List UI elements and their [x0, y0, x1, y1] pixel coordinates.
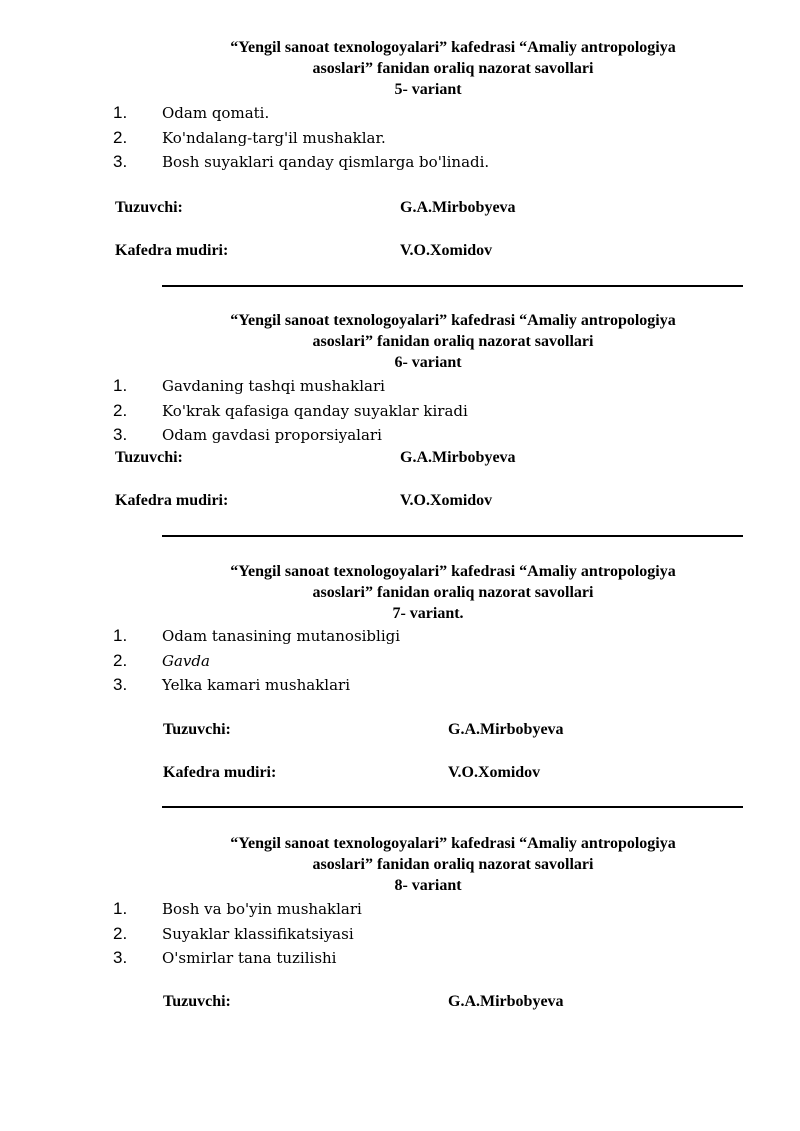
item-number: 1. — [113, 376, 128, 396]
list-item — [113, 922, 362, 947]
list-item — [113, 649, 400, 674]
variant-7-header — [0, 561, 800, 624]
item-text: Suyaklar klassifikatsiyasi — [162, 924, 354, 943]
item-number: 2. — [113, 923, 128, 943]
head-label: Kafedra mudiri: — [115, 492, 229, 509]
list-item — [113, 624, 400, 649]
item-text: Bosh va bo'yin mushaklari — [162, 900, 362, 919]
question-list — [113, 374, 468, 448]
item-number: 3. — [113, 152, 128, 172]
header-line-2: asoslari” fanidan oraliq nazorat savollari — [312, 584, 594, 601]
compiler-name: G.A.Mirbobyeva — [400, 199, 516, 216]
head-name: V.O.Xomidov — [400, 492, 493, 509]
head-name: V.O.Xomidov — [400, 242, 493, 259]
item-number: 2. — [113, 400, 128, 420]
question-list — [113, 624, 400, 698]
item-text: Gavda — [162, 651, 210, 670]
compiler-name: G.A.Mirbobyeva — [400, 449, 516, 466]
variant-title: 7- variant. — [392, 605, 464, 622]
list-item — [113, 673, 400, 698]
variant-title: 8- variant — [394, 877, 462, 894]
item-text: Odam gavdasi proporsiyalari — [162, 426, 382, 445]
list-item — [113, 423, 468, 448]
header-line-1: “Yengil sanoat texnologoyalari” kafedrasi “Amaliy antropologiya — [230, 835, 676, 852]
head-label: Kafedra mudiri: — [163, 764, 277, 781]
item-text: Bosh suyaklari qanday qismlarga bo'linadi. — [162, 153, 490, 172]
variant-8-header — [0, 833, 800, 896]
item-text: Gavdaning tashqi mushaklari — [162, 377, 385, 396]
item-number: 1. — [113, 626, 128, 646]
item-text: Ko'ndalang-targ'il mushaklar. — [162, 128, 386, 147]
item-text: Yelka kamari mushaklari — [162, 676, 350, 695]
question-list — [113, 897, 362, 971]
list-item — [113, 101, 489, 126]
header-line-1: “Yengil sanoat texnologoyalari” kafedrasi “Amaliy antropologiya — [230, 39, 676, 56]
list-item — [113, 946, 362, 971]
compiler-label: Tuzuvchi: — [163, 721, 231, 738]
list-item — [113, 126, 489, 151]
separator-line — [162, 535, 743, 537]
compiler-label: Tuzuvchi: — [115, 449, 183, 466]
item-number: 3. — [113, 675, 128, 695]
item-number: 3. — [113, 425, 128, 445]
list-item — [113, 399, 468, 424]
item-number: 2. — [113, 127, 128, 147]
compiler-name: G.A.Mirbobyeva — [448, 721, 564, 738]
variant-5-header — [0, 37, 800, 100]
list-item — [113, 374, 468, 399]
header-line-2: asoslari” fanidan oraliq nazorat savollari — [312, 60, 594, 77]
separator-line — [162, 806, 743, 808]
item-text: Odam tanasining mutanosibligi — [162, 627, 401, 646]
head-name: V.O.Xomidov — [448, 764, 541, 781]
question-list — [113, 101, 489, 175]
item-number: 1. — [113, 899, 128, 919]
item-number: 1. — [113, 103, 128, 123]
compiler-label: Tuzuvchi: — [163, 993, 231, 1010]
item-number: 3. — [113, 948, 128, 968]
item-text: Odam qomati. — [162, 104, 270, 123]
item-text: Ko'krak qafasiga qanday suyaklar kiradi — [162, 401, 468, 420]
list-item — [113, 150, 489, 175]
variant-title: 6- variant — [394, 354, 462, 371]
compiler-name: G.A.Mirbobyeva — [448, 993, 564, 1010]
header-line-1: “Yengil sanoat texnologoyalari” kafedrasi “Amaliy antropologiya — [230, 563, 676, 580]
header-line-2: asoslari” fanidan oraliq nazorat savollari — [312, 333, 594, 350]
variant-title: 5- variant — [394, 81, 462, 98]
item-text: O'smirlar tana tuzilishi — [162, 949, 337, 968]
compiler-label: Tuzuvchi: — [115, 199, 183, 216]
separator-line — [162, 285, 743, 287]
header-line-2: asoslari” fanidan oraliq nazorat savollari — [312, 856, 594, 873]
list-item — [113, 897, 362, 922]
item-number: 2. — [113, 650, 128, 670]
header-line-1: “Yengil sanoat texnologoyalari” kafedrasi “Amaliy antropologiya — [230, 312, 676, 329]
head-label: Kafedra mudiri: — [115, 242, 229, 259]
variant-6-header — [0, 310, 800, 373]
